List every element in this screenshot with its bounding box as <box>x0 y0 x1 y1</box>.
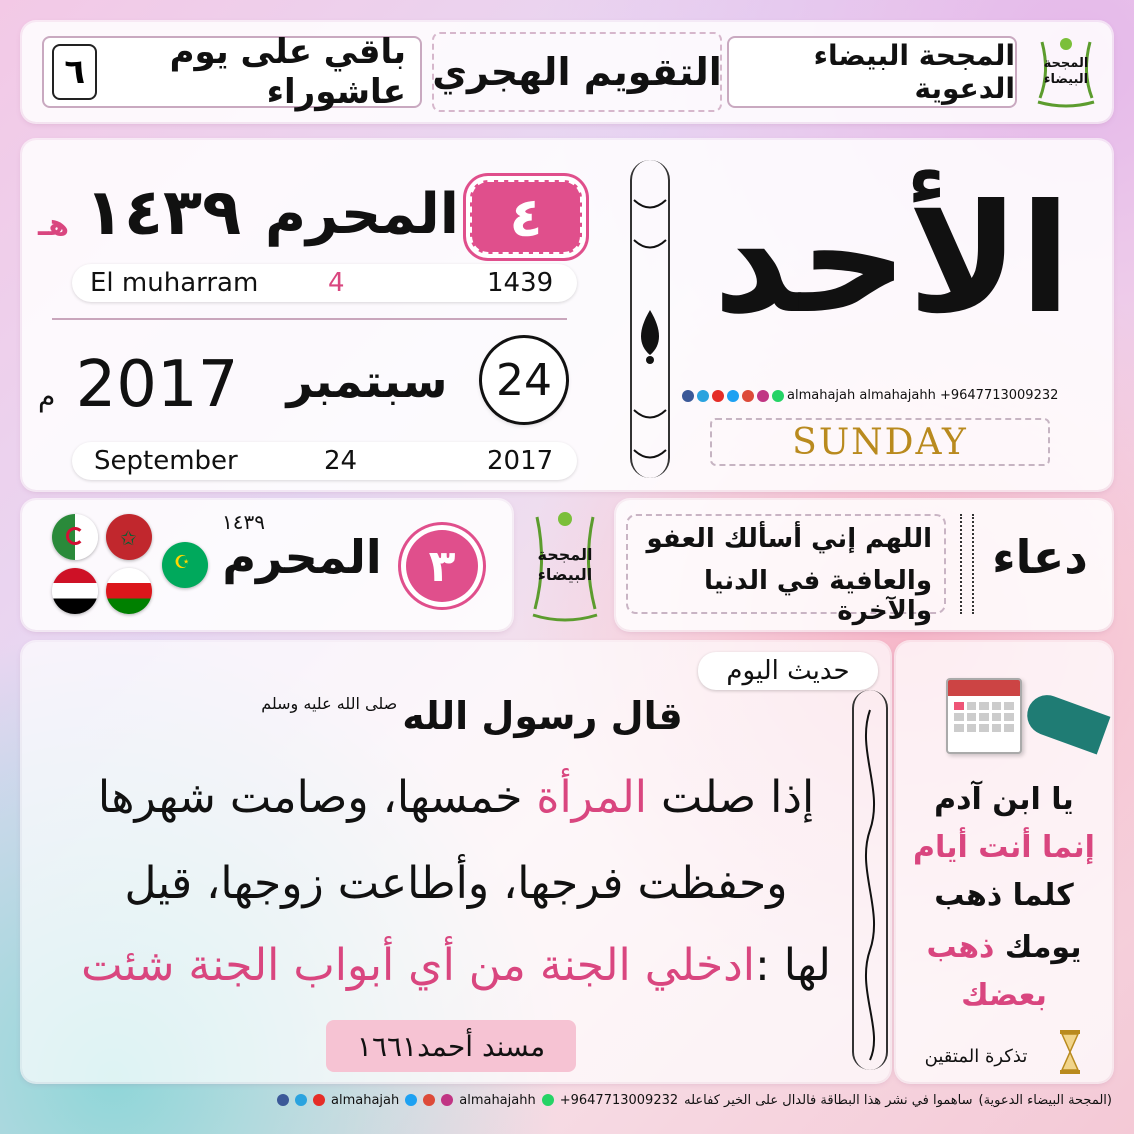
hijri-month-en: El muharram <box>90 268 259 298</box>
calendar-title <box>432 32 722 112</box>
telegram-icon[interactable] <box>697 390 709 402</box>
google-plus-icon[interactable] <box>423 1094 435 1106</box>
whatsapp-icon[interactable] <box>542 1094 554 1106</box>
logo-text: المجحة البيضاء <box>1043 56 1089 87</box>
hadith-source: مسند أحمد١٦٦١ <box>356 1029 546 1063</box>
youtube-icon[interactable] <box>313 1094 325 1106</box>
hadith-line1-b: المرأة <box>536 772 648 823</box>
day-name: الأحد <box>713 173 1071 347</box>
dua-text-box <box>626 514 946 626</box>
dua-line2: والعافية في الدنيا والآخرة <box>704 566 932 626</box>
youtube-icon[interactable] <box>712 390 724 402</box>
gregorian-year-en: 2017 <box>487 446 554 476</box>
flag-egypt-icon <box>52 568 98 614</box>
hijri-day: ٤ <box>509 185 543 249</box>
ornament-divider <box>630 160 670 478</box>
whatsapp-icon[interactable] <box>772 390 784 402</box>
hadith-ornament-divider <box>852 690 888 1070</box>
day-name-en: SUNDAY <box>792 421 968 463</box>
instagram-icon[interactable] <box>757 390 769 402</box>
hadith-panel <box>22 642 890 1082</box>
flag-mauritania-icon: ☪ <box>162 542 208 588</box>
gregorian-day-en: 24 <box>324 446 358 476</box>
instagram-icon[interactable] <box>441 1094 453 1106</box>
twitter-icon[interactable] <box>405 1094 417 1106</box>
hadith-line3-a: لها : <box>755 940 831 991</box>
other-month: المحرم <box>222 530 382 584</box>
countdown-label: باقي على يوم عاشوراء <box>169 32 406 112</box>
google-plus-icon[interactable] <box>742 390 754 402</box>
hadith-line1-c: خمسها، وصامت شهرها <box>97 772 537 823</box>
hand-icon <box>1022 690 1111 755</box>
hijri-english-bar <box>72 264 577 302</box>
brand-box <box>727 36 1017 108</box>
footer-handle2: almahajah <box>331 1092 400 1108</box>
brand-logo <box>1026 30 1106 114</box>
telegram-icon[interactable] <box>295 1094 307 1106</box>
hijri-day-en: 4 <box>328 268 345 298</box>
gregorian-suffix: م <box>38 380 56 413</box>
reminder-line4-b: ذهب <box>926 930 995 965</box>
countdown-box <box>42 32 422 112</box>
gregorian-day-badge <box>482 338 566 422</box>
footer-bar <box>22 1088 1112 1112</box>
gregorian-year: 2017 <box>75 348 239 422</box>
hadith-line3-b: ادخلي الجنة من أي أبواب الجنة شئت <box>81 940 755 991</box>
calendar-title-text: التقويم الهجري <box>432 50 722 94</box>
hadith-line1 <box>42 772 870 823</box>
hijri-year: ١٤٣٩ <box>84 176 242 250</box>
date-divider <box>52 318 567 320</box>
date-panel <box>22 140 1112 490</box>
hadith-intro <box>252 694 692 738</box>
hadith-source-box <box>326 1020 576 1072</box>
reminder-line5: بعضك <box>961 978 1047 1013</box>
dua-label: دعاء <box>992 530 1088 584</box>
other-year: ١٤٣٩ <box>222 510 265 534</box>
dua-line1: اللهم إني أسألك العفو <box>646 524 932 554</box>
reminder-line4 <box>896 930 1112 965</box>
reminder-panel <box>896 642 1112 1082</box>
hadith-line1-a: إذا صلت <box>647 772 815 823</box>
other-day: ٣ <box>428 540 456 592</box>
hourglass-icon <box>1058 1030 1082 1074</box>
gregorian-month: سبتمبر <box>286 354 448 408</box>
reminder-line4-a: يومك <box>994 930 1082 965</box>
day-english-box <box>710 418 1050 466</box>
facebook-icon[interactable] <box>682 390 694 402</box>
reminder-line1: يا ابن آدم <box>934 782 1074 817</box>
day-social-row <box>682 388 1058 403</box>
reminder-line2: إنما أنت أيام <box>913 830 1095 865</box>
middle-logo-text: المجحة البيضاء <box>537 545 593 584</box>
countdown-value: ٦ <box>52 44 97 100</box>
calendar-illustration-icon <box>946 678 1022 754</box>
hijri-year-en: 1439 <box>487 268 554 298</box>
header-bar <box>22 22 1112 122</box>
hijri-suffix: هـ <box>38 208 70 243</box>
reminder-footer: تذكرة المتقين <box>924 1046 1028 1067</box>
facebook-icon[interactable] <box>277 1094 289 1106</box>
hijri-day-badge <box>470 180 582 254</box>
other-countries-panel <box>22 500 512 630</box>
dua-divider <box>960 514 974 614</box>
footer-message: ساهموا في نشر هذا البطاقة فالدال على الخير كفاعله <box>684 1092 973 1108</box>
footer-handle1: almahajahh <box>459 1092 536 1108</box>
flag-oman-icon <box>106 568 152 614</box>
day-social-text: almahajah almahajahh +9647713009232 <box>787 388 1059 403</box>
gregorian-english-bar <box>72 442 577 480</box>
flag-morocco-icon: ✩ <box>106 514 152 560</box>
twitter-icon[interactable] <box>727 390 739 402</box>
brand-name: المجحة البيضاء الدعوية <box>813 39 1015 105</box>
gregorian-day: 24 <box>496 354 552 406</box>
dua-panel <box>616 500 1112 630</box>
hadith-tag-text: حديث اليوم <box>726 656 850 686</box>
reminder-line3: كلما ذهب <box>934 878 1074 913</box>
hadith-line3 <box>42 940 870 991</box>
footer-phone: +9647713009232 <box>559 1092 679 1108</box>
hijri-month: المحرم <box>264 182 459 247</box>
other-day-badge <box>406 530 478 602</box>
gregorian-month-en: September <box>94 446 238 476</box>
hadith-salutation: صلى الله عليه وسلم <box>261 694 398 713</box>
footer-brand: (المجحة البيضاء الدعوية) <box>978 1092 1112 1108</box>
hadith-tag <box>698 652 878 690</box>
flag-algeria-icon <box>52 514 98 560</box>
hadith-line2: وحفظت فرجها، وأطاعت زوجها، قيل <box>124 858 788 909</box>
middle-logo <box>520 500 610 630</box>
hadith-intro-text: قال رسول الله <box>402 694 683 738</box>
